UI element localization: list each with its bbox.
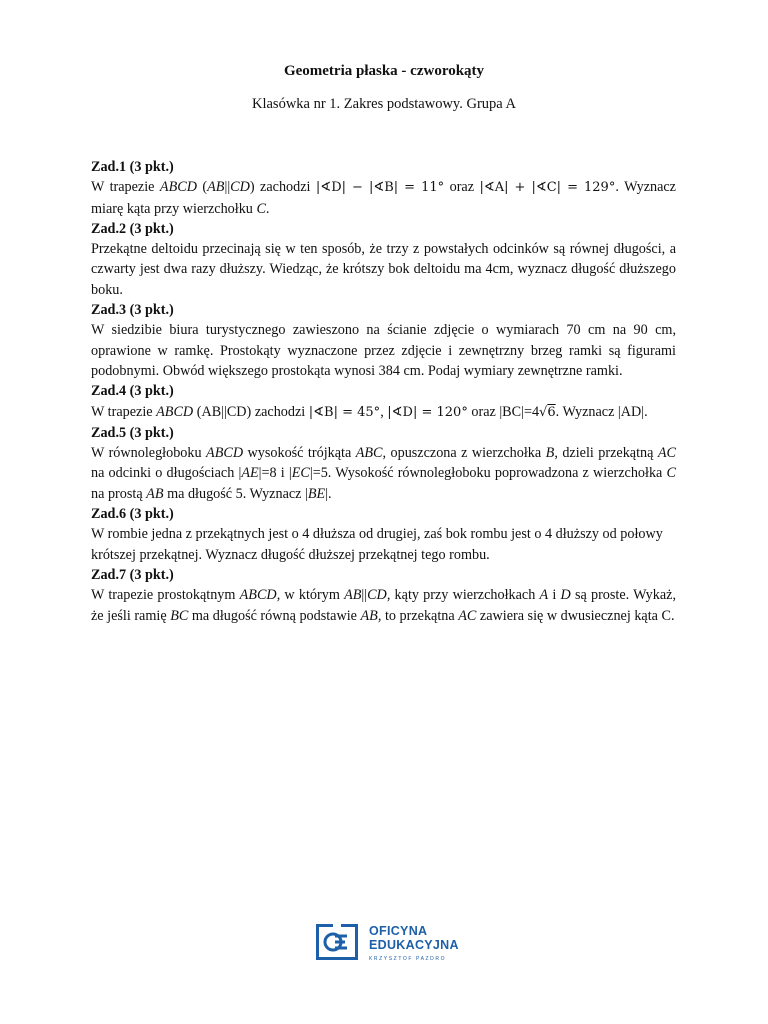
task-text-italic: B [545, 445, 555, 462]
task-text-run: |. [325, 485, 332, 502]
task-text-run: || [224, 179, 231, 196]
task-text-italic: AB [207, 179, 225, 196]
page-title: Geometria płaska - czworokąty [283, 63, 485, 79]
sqrt-symbol: √ [539, 404, 548, 420]
task-text-run: |=8 i | [258, 465, 292, 482]
task-text-run: , kąty przy wierzchołkach [386, 587, 540, 604]
task-text-run: ma długość równą podstawie [188, 607, 361, 624]
math-formula: |∢B| = 45° [308, 404, 381, 420]
task-7-heading: Zad.7 (3 pkt.) [91, 566, 174, 583]
task-text-run: W równoległoboku [91, 445, 207, 462]
task-text-run: oraz |BC|=4 [467, 403, 540, 420]
logo-tagline: KRZYSZTOF PAZDRO [369, 956, 447, 962]
task-3-heading: Zad.3 (3 pkt.) [91, 302, 174, 319]
task-text-run: oraz [444, 179, 480, 196]
task-6 [91, 504, 676, 565]
task-text-italic: EC [291, 465, 310, 482]
task-6-heading: Zad.6 (3 pkt.) [91, 506, 174, 523]
task-text-italic: C [256, 200, 266, 217]
task-7-text [91, 585, 676, 626]
task-text-italic: AB [360, 607, 378, 624]
task-5-heading: Zad.5 (3 pkt.) [91, 424, 174, 441]
task-text-italic: C [666, 465, 676, 482]
task-5 [91, 423, 676, 504]
task-text-italic: AB [344, 587, 362, 604]
task-2-text: Przekątne deltoidu przecinają się w ten sposób, że trzy z powstałych odcinków są równej długości, a czwarty jest dwa razy dłuższy. Wiedząc, że krótszy bok deltoidu ma 4cm, wyznacz długość dłuższego boku. [91, 241, 676, 298]
task-text-italic: ABCD [239, 587, 277, 604]
task-text-run: . Wyznacz |AD|. [555, 403, 648, 420]
task-text-run: , dzieli przekątną [554, 445, 658, 462]
task-text-run: , opuszczona z wierzchołka [382, 445, 546, 462]
sqrt-radicand: 6 [547, 404, 556, 420]
task-text-run: na prostą [91, 485, 147, 502]
task-4-text [91, 402, 676, 423]
task-1 [91, 157, 676, 219]
task-list [91, 157, 676, 626]
task-text-run: || [361, 587, 368, 604]
task-text-run: (AB||CD) zachodzi [193, 403, 309, 420]
task-text-italic: ABCD [206, 445, 244, 462]
task-text-run: , [380, 403, 388, 420]
task-text-italic: ABCD [159, 179, 197, 196]
task-text-italic: BC [170, 607, 189, 624]
task-text-italic: ABC [355, 445, 383, 462]
logo-line-1: OFICYNA [369, 924, 428, 938]
task-4 [91, 381, 676, 423]
task-3-text: W siedzibie biura turystycznego zawieszono na ścianie zdjęcie o wymiarach 70 cm na 90 cm, oprawione w ramkę. Prostokąty wyznaczone przez zdjęcie i zewnętrzny brzeg ramki są figurami podobnymi. Obwód większego prostokąta wynosi 384 cm. Podaj wymiary zewnętrzne ramki. [91, 322, 676, 379]
task-text-run: na odcinki o długościach | [91, 465, 242, 482]
task-text-italic: ABCD [156, 403, 194, 420]
task-text-run: ) zachodzi [249, 179, 316, 196]
logo-line-2: EDUKACYJNA [369, 938, 459, 952]
task-text-italic: AC [657, 445, 677, 462]
task-text-run: zawiera się w dwusiecznej kąta C. [476, 607, 675, 624]
task-text-italic: CD [230, 179, 250, 196]
task-text-italic: D [560, 587, 571, 604]
task-text-run: |=5. Wysokość równoległoboku poprowadzona z wierzchołka [309, 465, 667, 482]
task-text-run: . Wyznacz miarę kąta przy wierzchołku [91, 179, 676, 217]
task-text-italic: A [539, 587, 549, 604]
math-formula: |∢D| − |∢B| = 11° [315, 180, 445, 196]
task-text-run: , to przekątna [377, 607, 459, 624]
task-2 [91, 219, 676, 300]
math-formula: |∢D| = 120° [387, 404, 468, 420]
task-5-text [91, 443, 676, 504]
task-2-heading: Zad.2 (3 pkt.) [91, 220, 174, 237]
task-4-heading: Zad.4 (3 pkt.) [91, 383, 174, 400]
task-text-run: i [548, 587, 561, 604]
task-text-italic: BE [307, 485, 326, 502]
task-text-italic: AC [458, 607, 477, 624]
math-formula: |∢A| + |∢C| = 129° [479, 180, 616, 196]
task-7 [91, 565, 676, 626]
task-text-italic: CD [367, 587, 387, 604]
task-6-text: W rombie jedna z przekątnych jest o 4 dłuższa od drugiej, zaś bok rombu jest o 4 dłuższy od połowy krótszej przekątnej. Wyznacz długość dłuższej przekątnej tego rombu. [91, 526, 663, 563]
task-text-run: są proste. Wykaż, że jeśli ramię [91, 587, 676, 624]
task-text-run: W trapezie [91, 179, 160, 196]
task-text-run: wysokość trójkąta [243, 445, 356, 462]
task-text-run: ma długość 5. Wyznacz | [163, 485, 308, 502]
task-text-run: . [265, 200, 270, 217]
publisher-logo [316, 922, 466, 966]
task-1-heading: Zad.1 (3 pkt.) [91, 159, 174, 175]
task-text-run: , w którym [276, 587, 345, 604]
task-text-run: W trapezie [91, 403, 157, 420]
task-text-italic: AE [241, 465, 259, 482]
task-text-run: ( [196, 179, 208, 196]
task-text-run: W trapezie prostokątnym [91, 587, 240, 604]
task-3 [91, 300, 676, 381]
task-1-text [91, 177, 676, 219]
task-text-italic: AB [146, 485, 164, 502]
page-subtitle: Klasówka nr 1. Zakres podstawowy. Grupa A [251, 96, 517, 112]
oe-logo-icon [316, 924, 358, 960]
